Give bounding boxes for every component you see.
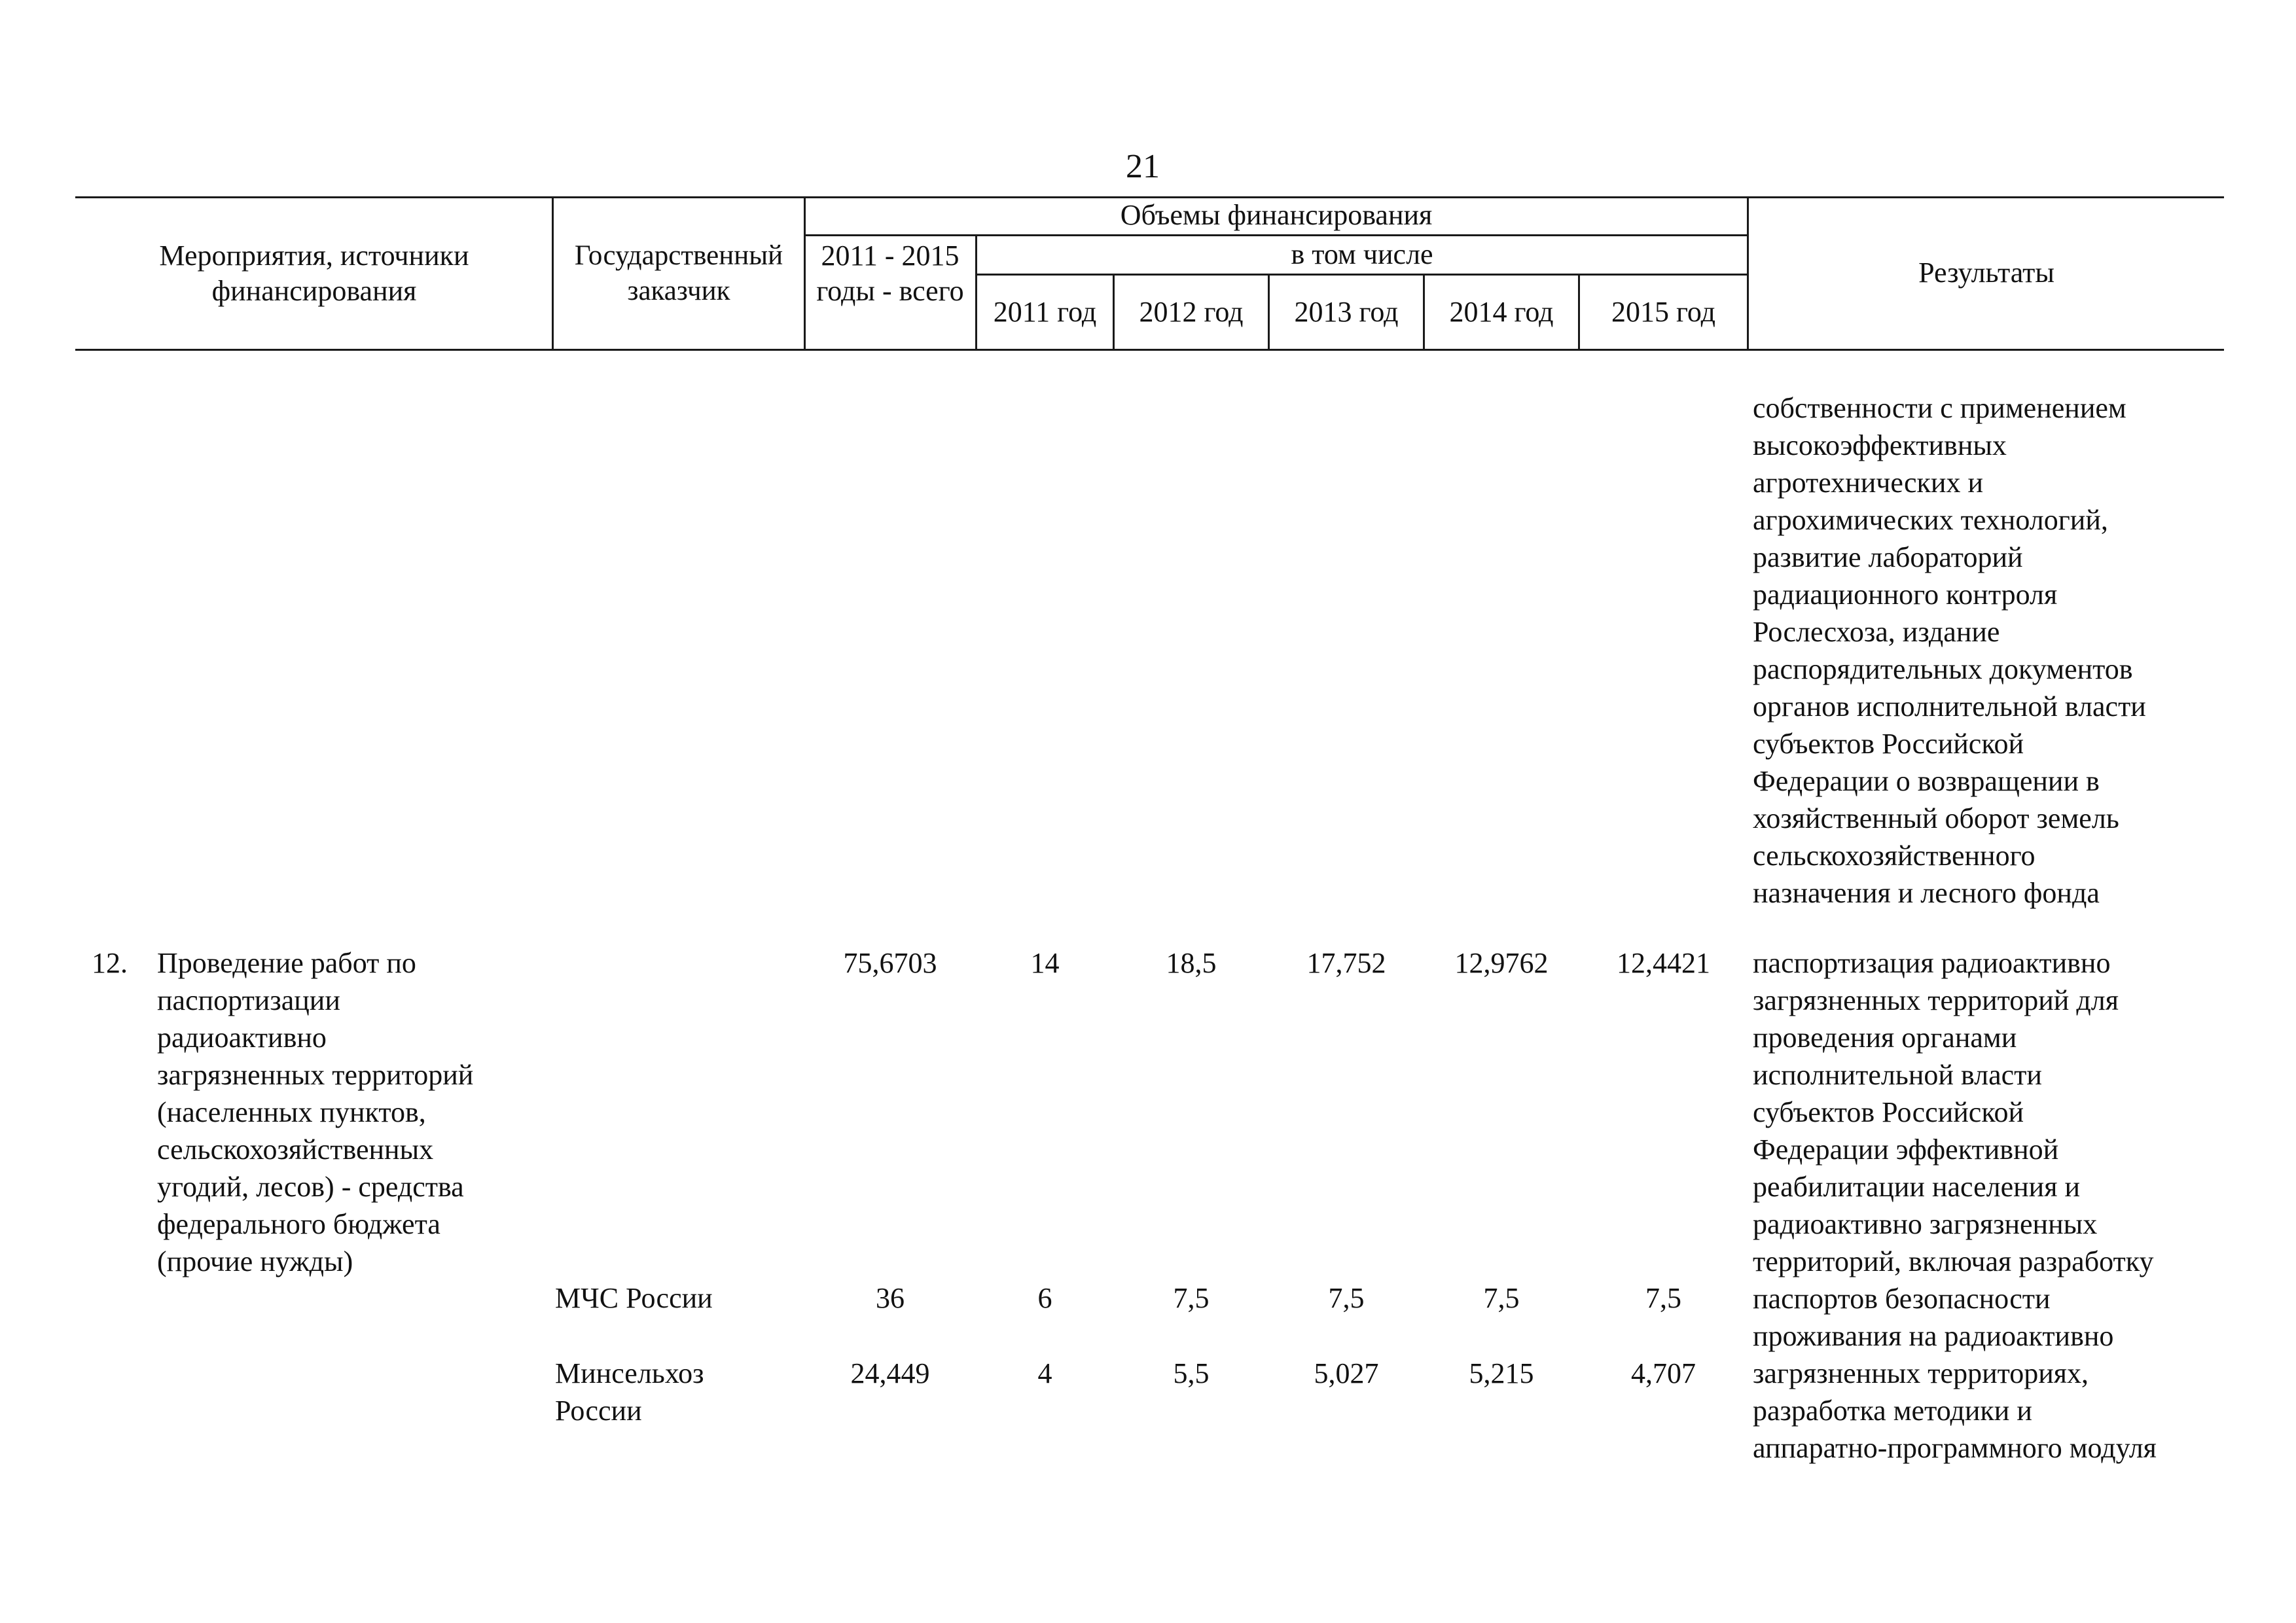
subrow-2011: 6 (1037, 1282, 1052, 1314)
header-year-2015: 2015 год (1611, 296, 1716, 328)
header-including: в том числе (1291, 238, 1433, 270)
header-bottom-rule (75, 349, 2224, 351)
header-customer: Государственный заказчик (574, 240, 783, 306)
item-2015: 12,4421 (1617, 947, 1710, 979)
subrow-2015: 4,707 (1631, 1357, 1696, 1389)
subrow-customer: МЧС России (555, 1282, 713, 1314)
item-2013: 17,752 (1306, 947, 1386, 979)
item-number: 12. (92, 947, 128, 979)
subrow-2014: 7,5 (1483, 1282, 1520, 1314)
funding-group-rule (804, 234, 1747, 236)
header-year-2013: 2013 год (1294, 296, 1399, 328)
subrow-2013: 5,027 (1314, 1357, 1379, 1389)
subrow-2014: 5,215 (1469, 1357, 1534, 1389)
header-year-2011: 2011 год (993, 296, 1097, 328)
subrow-total: 24,449 (850, 1357, 930, 1389)
header-funding-volumes: Объемы финансирования (1120, 199, 1433, 231)
header-year-2014: 2014 год (1449, 296, 1554, 328)
item-2012: 18,5 (1166, 947, 1217, 979)
continued-results-text: собственности с применением высокоэффективных агротехнических и агрохимических технологий, развитие лабораторий радиационного контроля Рослесхоза, издание распорядительных документов органов исполнительной власти субъектов Российской Федерации о возвращении в хозяйственный оборот земель сельскохозяйственного назначения и лесного фонда (1753, 392, 2146, 909)
header-year-2012: 2012 год (1139, 296, 1244, 328)
subrow-customer: Минсельхоз России (555, 1357, 704, 1427)
subrow-total: 36 (876, 1282, 905, 1314)
header-total: 2011 - 2015 годы - всего (816, 240, 964, 307)
subrow-2011: 4 (1037, 1357, 1052, 1389)
item-2011: 14 (1030, 947, 1060, 979)
item-2014: 12,9762 (1454, 947, 1549, 979)
item-total: 75,6703 (843, 947, 937, 979)
subrow-2012: 7,5 (1173, 1282, 1210, 1314)
subrow-2012: 5,5 (1173, 1357, 1210, 1389)
item-results: паспортизация радиоактивно загрязненных территорий для проведения органами исполнительной власти субъектов Российской Федерации эффективной реабилитации населения и радиоактивно загрязненных территорий, включая разработку паспортов безопасности проживания на радиоактивно загрязненных территориях, разработка методики и аппаратно-программного модуля (1753, 947, 2157, 1464)
item-activity: Проведение работ по паспортизации радиоактивно загрязненных территорий (населенных пунктов, сельскохозяйственных угодий, лесов) - средства федерального бюджета (прочие нужды) (157, 947, 474, 1277)
including-rule (975, 274, 1747, 276)
subrow-2015: 7,5 (1645, 1282, 1681, 1314)
header-results: Результаты (1918, 257, 2054, 289)
page-number: 21 (1126, 148, 1160, 185)
header-activities: Мероприятия, источники финансирования (159, 240, 469, 307)
subrow-2013: 7,5 (1328, 1282, 1365, 1314)
